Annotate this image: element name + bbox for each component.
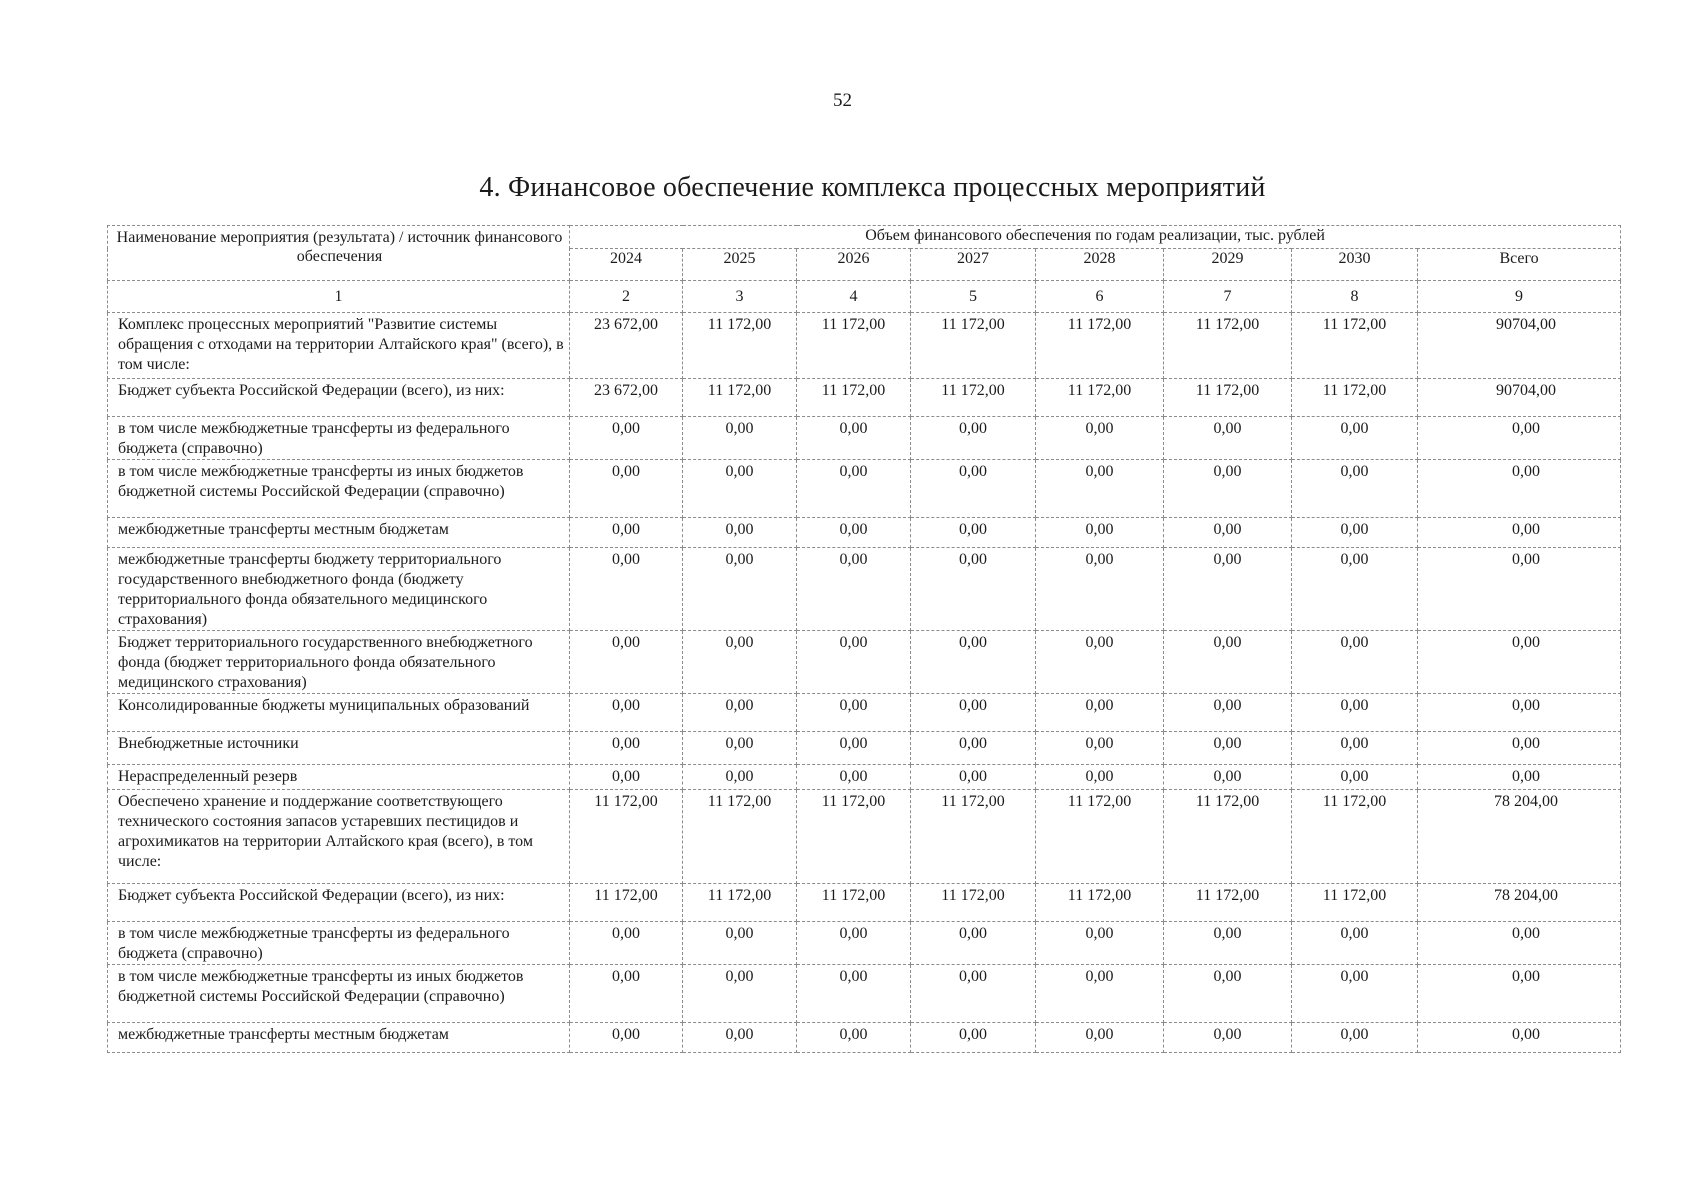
- table-row: [108, 922, 1621, 965]
- header-year-cell: 2029: [1164, 249, 1292, 281]
- row-value-cell: 11 172,00: [1292, 379, 1418, 417]
- row-value-cell: 0,00: [1164, 518, 1292, 548]
- row-value-cell: 0,00: [1036, 965, 1164, 1023]
- table-row: [108, 965, 1621, 1023]
- row-total-cell: 78 204,00: [1418, 884, 1621, 922]
- row-value-cell: 0,00: [911, 548, 1036, 631]
- row-total-cell: 90704,00: [1418, 379, 1621, 417]
- row-value-cell: 11 172,00: [797, 313, 911, 379]
- row-name-cell: в том числе межбюджетные трансферты из федерального бюджета (справочно): [108, 922, 570, 965]
- row-value-cell: 11 172,00: [1164, 379, 1292, 417]
- row-value-cell: 0,00: [797, 417, 911, 460]
- row-value-cell: 0,00: [1292, 631, 1418, 694]
- row-value-cell: 0,00: [911, 460, 1036, 518]
- row-value-cell: 0,00: [1036, 417, 1164, 460]
- row-total-cell: 0,00: [1418, 965, 1621, 1023]
- row-value-cell: 0,00: [1164, 765, 1292, 790]
- row-value-cell: 0,00: [1292, 765, 1418, 790]
- row-total-cell: 0,00: [1418, 548, 1621, 631]
- header-year-cell: 2024: [570, 249, 683, 281]
- row-value-cell: 0,00: [1292, 518, 1418, 548]
- header-span-cell: Объем финансового обеспечения по годам реализации, тыс. рублей: [570, 226, 1621, 249]
- table-row: [108, 1023, 1621, 1053]
- row-value-cell: 11 172,00: [1164, 884, 1292, 922]
- row-value-cell: 0,00: [683, 922, 797, 965]
- row-value-cell: 0,00: [797, 694, 911, 732]
- row-value-cell: 11 172,00: [1292, 313, 1418, 379]
- row-value-cell: 11 172,00: [1164, 790, 1292, 884]
- row-value-cell: 0,00: [797, 965, 911, 1023]
- row-value-cell: 0,00: [1036, 631, 1164, 694]
- row-value-cell: 0,00: [1164, 694, 1292, 732]
- row-value-cell: 0,00: [1292, 694, 1418, 732]
- column-number-cell: 8: [1292, 281, 1418, 313]
- column-number-cell: 4: [797, 281, 911, 313]
- row-value-cell: 0,00: [683, 548, 797, 631]
- table-row: [108, 694, 1621, 732]
- table-row: [108, 460, 1621, 518]
- row-value-cell: 0,00: [1036, 765, 1164, 790]
- row-value-cell: 11 172,00: [1292, 884, 1418, 922]
- row-value-cell: 11 172,00: [797, 379, 911, 417]
- row-value-cell: 0,00: [1164, 965, 1292, 1023]
- row-value-cell: 11 172,00: [911, 790, 1036, 884]
- row-value-cell: 0,00: [911, 965, 1036, 1023]
- row-value-cell: 11 172,00: [1036, 313, 1164, 379]
- row-value-cell: 11 172,00: [1036, 884, 1164, 922]
- row-value-cell: 0,00: [570, 417, 683, 460]
- row-total-cell: 0,00: [1418, 1023, 1621, 1053]
- row-value-cell: 0,00: [1164, 922, 1292, 965]
- row-name-cell: в том числе межбюджетные трансферты из иных бюджетов бюджетной системы Российской Федерации (справочно): [108, 460, 570, 518]
- row-value-cell: 0,00: [570, 694, 683, 732]
- row-name-cell: Нераспределенный резерв: [108, 765, 570, 790]
- row-value-cell: 0,00: [911, 732, 1036, 765]
- row-value-cell: 0,00: [570, 460, 683, 518]
- row-value-cell: 0,00: [1036, 548, 1164, 631]
- row-value-cell: 0,00: [1292, 732, 1418, 765]
- row-value-cell: 0,00: [683, 732, 797, 765]
- row-value-cell: 0,00: [1036, 518, 1164, 548]
- column-number-cell: 6: [1036, 281, 1164, 313]
- table-row: [108, 631, 1621, 694]
- page-title: 4. Финансовое обеспечение комплекса процессных мероприятий: [479, 172, 1266, 203]
- row-value-cell: 0,00: [911, 631, 1036, 694]
- row-value-cell: 0,00: [570, 965, 683, 1023]
- row-value-cell: 0,00: [911, 694, 1036, 732]
- header-row-top: [108, 226, 1621, 249]
- row-name-cell: Бюджет территориального государственного внебюджетного фонда (бюджет территориального фонда обязательного медицинского страхования): [108, 631, 570, 694]
- row-value-cell: 0,00: [1292, 1023, 1418, 1053]
- row-value-cell: 11 172,00: [911, 379, 1036, 417]
- row-total-cell: 0,00: [1418, 765, 1621, 790]
- row-value-cell: 0,00: [1164, 548, 1292, 631]
- row-name-cell: Консолидированные бюджеты муниципальных образований: [108, 694, 570, 732]
- header-name-cell: Наименование мероприятия (результата) / источник финансового обеспечения: [108, 226, 570, 281]
- row-value-cell: 0,00: [1036, 1023, 1164, 1053]
- row-value-cell: 11 172,00: [683, 884, 797, 922]
- row-value-cell: 0,00: [570, 732, 683, 765]
- row-value-cell: 0,00: [1292, 460, 1418, 518]
- row-value-cell: 0,00: [683, 965, 797, 1023]
- header-year-cell: 2025: [683, 249, 797, 281]
- row-value-cell: 0,00: [570, 548, 683, 631]
- row-value-cell: 11 172,00: [797, 884, 911, 922]
- row-value-cell: 0,00: [911, 1023, 1036, 1053]
- row-total-cell: 0,00: [1418, 460, 1621, 518]
- row-value-cell: 11 172,00: [911, 313, 1036, 379]
- table-row: [108, 884, 1621, 922]
- row-value-cell: 11 172,00: [1292, 790, 1418, 884]
- row-name-cell: в том числе межбюджетные трансферты из федерального бюджета (справочно): [108, 417, 570, 460]
- row-name-cell: Комплекс процессных мероприятий "Развитие системы обращения с отходами на территории Алтайского края" (всего), в том числе:: [108, 313, 570, 379]
- row-value-cell: 11 172,00: [570, 884, 683, 922]
- column-number-cell: 1: [108, 281, 570, 313]
- row-value-cell: 0,00: [1292, 548, 1418, 631]
- row-value-cell: 0,00: [797, 518, 911, 548]
- row-value-cell: 0,00: [683, 1023, 797, 1053]
- row-value-cell: 11 172,00: [1036, 790, 1164, 884]
- row-value-cell: 0,00: [1292, 922, 1418, 965]
- row-total-cell: 90704,00: [1418, 313, 1621, 379]
- row-value-cell: 0,00: [911, 518, 1036, 548]
- row-value-cell: 0,00: [1036, 732, 1164, 765]
- column-number-cell: 7: [1164, 281, 1292, 313]
- row-value-cell: 0,00: [570, 1023, 683, 1053]
- table-row: [108, 417, 1621, 460]
- row-value-cell: 0,00: [570, 765, 683, 790]
- row-total-cell: 78 204,00: [1418, 790, 1621, 884]
- row-value-cell: 11 172,00: [683, 379, 797, 417]
- row-total-cell: 0,00: [1418, 631, 1621, 694]
- row-value-cell: 0,00: [683, 631, 797, 694]
- financing-table: [107, 225, 1621, 1053]
- row-value-cell: 0,00: [1164, 631, 1292, 694]
- row-value-cell: 0,00: [797, 548, 911, 631]
- row-value-cell: 0,00: [1164, 1023, 1292, 1053]
- row-value-cell: 0,00: [911, 922, 1036, 965]
- table-row: [108, 379, 1621, 417]
- row-name-cell: Бюджет субъекта Российской Федерации (всего), из них:: [108, 379, 570, 417]
- page-number: 52: [833, 90, 852, 111]
- row-name-cell: межбюджетные трансферты бюджету территориального государственного внебюджетного фонда (бюджету территориального фонда обязательного медицинского страхования): [108, 548, 570, 631]
- column-number-cell: 5: [911, 281, 1036, 313]
- row-name-cell: межбюджетные трансферты местным бюджетам: [108, 518, 570, 548]
- column-number-row: [108, 281, 1621, 313]
- row-value-cell: 11 172,00: [570, 790, 683, 884]
- row-value-cell: 0,00: [797, 765, 911, 790]
- row-value-cell: 11 172,00: [683, 313, 797, 379]
- row-value-cell: 0,00: [797, 922, 911, 965]
- row-value-cell: 0,00: [683, 694, 797, 732]
- row-value-cell: 11 172,00: [1164, 313, 1292, 379]
- table-row: [108, 765, 1621, 790]
- row-value-cell: 0,00: [570, 518, 683, 548]
- row-value-cell: 11 172,00: [1036, 379, 1164, 417]
- row-value-cell: 0,00: [683, 460, 797, 518]
- table-row: [108, 518, 1621, 548]
- table-row: [108, 548, 1621, 631]
- column-number-cell: 2: [570, 281, 683, 313]
- row-value-cell: 0,00: [1036, 694, 1164, 732]
- row-name-cell: Бюджет субъекта Российской Федерации (всего), из них:: [108, 884, 570, 922]
- table-row: [108, 790, 1621, 884]
- row-value-cell: 0,00: [1164, 417, 1292, 460]
- row-value-cell: 0,00: [683, 518, 797, 548]
- table-row: [108, 313, 1621, 379]
- row-value-cell: 0,00: [683, 765, 797, 790]
- row-value-cell: 0,00: [1164, 732, 1292, 765]
- row-value-cell: 11 172,00: [911, 884, 1036, 922]
- row-value-cell: 23 672,00: [570, 313, 683, 379]
- row-total-cell: 0,00: [1418, 417, 1621, 460]
- row-value-cell: 0,00: [1036, 922, 1164, 965]
- row-total-cell: 0,00: [1418, 694, 1621, 732]
- header-year-cell: Всего: [1418, 249, 1621, 281]
- row-value-cell: 0,00: [911, 765, 1036, 790]
- header-year-cell: 2027: [911, 249, 1036, 281]
- row-value-cell: 0,00: [1292, 965, 1418, 1023]
- row-value-cell: 0,00: [797, 631, 911, 694]
- row-value-cell: 0,00: [683, 417, 797, 460]
- row-value-cell: 0,00: [797, 732, 911, 765]
- row-value-cell: 23 672,00: [570, 379, 683, 417]
- row-value-cell: 0,00: [1036, 460, 1164, 518]
- row-total-cell: 0,00: [1418, 518, 1621, 548]
- row-name-cell: межбюджетные трансферты местным бюджетам: [108, 1023, 570, 1053]
- row-value-cell: 0,00: [1292, 417, 1418, 460]
- column-number-cell: 9: [1418, 281, 1621, 313]
- row-value-cell: 11 172,00: [797, 790, 911, 884]
- row-name-cell: Обеспечено хранение и поддержание соответствующего технического состояния запасов устаревших пестицидов и агрохимикатов на территории Алтайского края (всего), в том числе:: [108, 790, 570, 884]
- row-value-cell: 0,00: [911, 417, 1036, 460]
- row-value-cell: 0,00: [570, 631, 683, 694]
- row-value-cell: 0,00: [797, 1023, 911, 1053]
- row-total-cell: 0,00: [1418, 922, 1621, 965]
- header-year-cell: 2028: [1036, 249, 1164, 281]
- row-name-cell: в том числе межбюджетные трансферты из иных бюджетов бюджетной системы Российской Федерации (справочно): [108, 965, 570, 1023]
- row-name-cell: Внебюджетные источники: [108, 732, 570, 765]
- row-value-cell: 0,00: [570, 922, 683, 965]
- row-value-cell: 0,00: [1164, 460, 1292, 518]
- table-row: [108, 732, 1621, 765]
- row-value-cell: 11 172,00: [683, 790, 797, 884]
- row-value-cell: 0,00: [797, 460, 911, 518]
- column-number-cell: 3: [683, 281, 797, 313]
- header-year-cell: 2030: [1292, 249, 1418, 281]
- row-total-cell: 0,00: [1418, 732, 1621, 765]
- header-year-cell: 2026: [797, 249, 911, 281]
